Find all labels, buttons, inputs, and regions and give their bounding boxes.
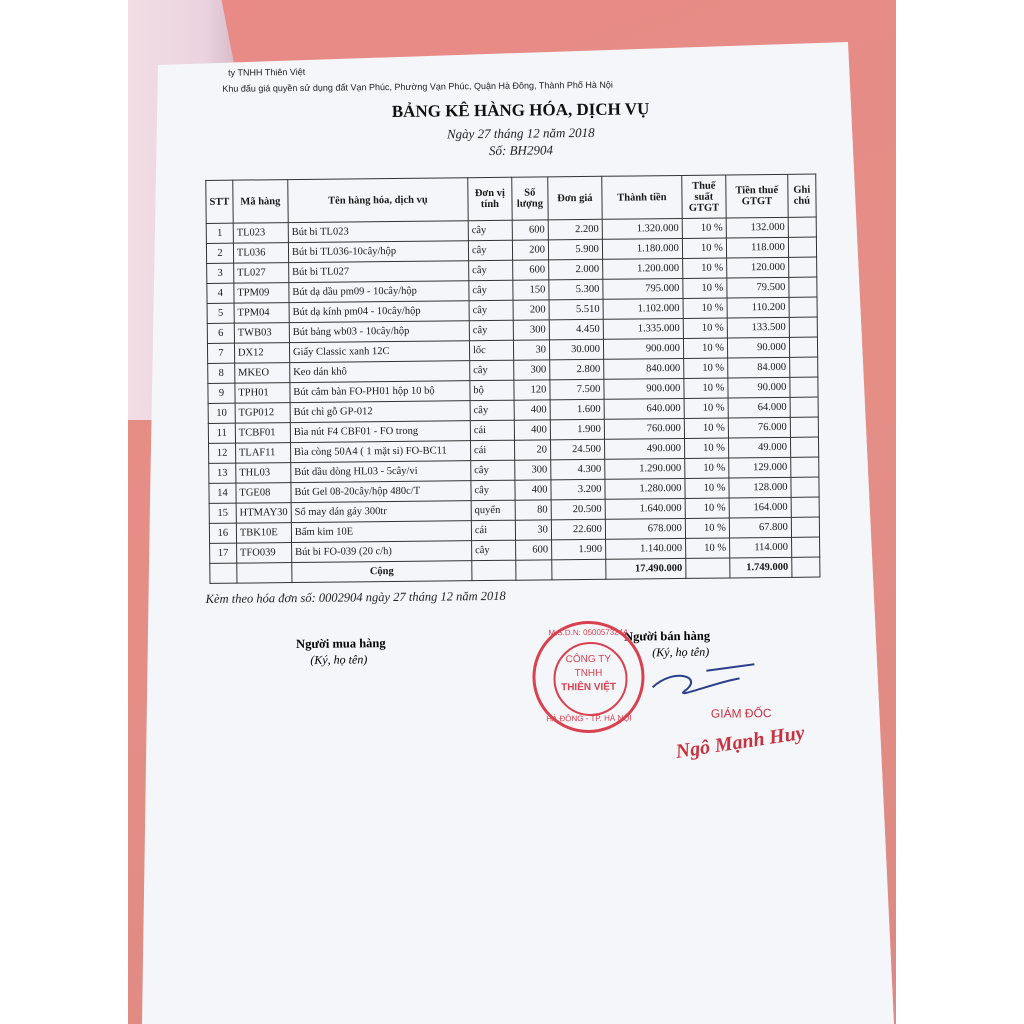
tax-rate-cell: 10 % [684, 378, 728, 398]
code-cell: TBK10E [236, 523, 291, 544]
code-cell: TL036 [233, 243, 288, 264]
tax-rate-cell: 10 % [685, 538, 729, 558]
name-cell: Bút bi TL023 [288, 221, 468, 243]
price-cell: 5.900 [548, 239, 602, 260]
tax-cell: 76.000 [728, 417, 790, 438]
price-cell: 4.450 [549, 319, 603, 340]
name-cell: Bút bi TL027 [289, 261, 469, 283]
note-cell [790, 357, 818, 377]
buyer-sign-hint: (Ký, họ tên) [310, 652, 368, 667]
stt-cell: 15 [209, 503, 236, 523]
tax-rate-cell: 10 % [685, 478, 729, 498]
stt-cell: 3 [207, 263, 234, 283]
tax-cell: 120.000 [727, 257, 789, 278]
price-cell: 20.500 [551, 499, 605, 520]
unit-cell: cái [470, 440, 514, 460]
note-cell [789, 297, 817, 317]
note-cell [790, 437, 818, 457]
stamp-ring-top: M.S.D.N: 0500573244 [548, 627, 628, 638]
header-cell: Thuế suất GTGT [682, 175, 726, 218]
code-cell: TL023 [233, 223, 288, 244]
stamp-line-3: THIÊN VIỆT [561, 681, 617, 694]
code-cell: TCBF01 [235, 423, 290, 444]
document-number: Số: BH2904 [488, 142, 553, 158]
stt-cell: 12 [209, 443, 236, 463]
tax-rate-cell: 10 % [683, 258, 727, 278]
price-cell: 3.200 [551, 479, 605, 500]
stt-cell: 9 [208, 383, 235, 403]
header-cell: STT [206, 180, 233, 223]
tax-cell: 64.000 [728, 397, 790, 418]
amount-cell: 1.640.000 [605, 498, 685, 519]
amount-cell: 1.335.000 [603, 318, 683, 339]
qty-cell: 200 [512, 240, 548, 260]
name-cell: Bút bảng wb03 - 10cây/hộp [289, 321, 469, 343]
note-cell [788, 237, 816, 257]
amount-cell: 640.000 [604, 398, 684, 419]
header-cell: Mã hàng [233, 180, 288, 224]
note-cell [790, 417, 818, 437]
amount-cell: 1.200.000 [603, 258, 683, 279]
code-cell: TGP012 [235, 403, 290, 424]
amount-cell: 760.000 [604, 418, 684, 439]
tax-rate-cell: 10 % [683, 298, 727, 318]
header-cell: Ghi chú [788, 174, 816, 217]
code-cell: TFO039 [236, 543, 291, 564]
name-cell: Bút cắm bàn FO-PH01 hộp 10 bộ [290, 381, 470, 403]
name-cell: Bìa còng 50A4 ( 1 mặt si) FO-BC11 [290, 441, 470, 463]
code-cell: TWB03 [234, 323, 289, 344]
note-cell [788, 217, 816, 237]
header-cell: Tên hàng hóa, dịch vụ [288, 178, 468, 223]
tax-cell: 133.500 [727, 317, 789, 338]
qty-cell: 20 [514, 440, 550, 460]
unit-cell: cây [471, 460, 515, 480]
table-header-row [206, 174, 816, 223]
name-cell: Bút Gel 08-20cây/hộp 480c/T [291, 481, 471, 503]
company-stamp [532, 620, 645, 733]
table-body [206, 217, 819, 563]
qty-cell: 300 [513, 320, 549, 340]
header-cell: Đơn vị tính [468, 177, 512, 220]
header-cell: Tiền thuế GTGT [726, 174, 788, 218]
tax-rate-cell: 10 % [683, 278, 727, 298]
company-address: Khu đấu giá quyền sử dụng đất Vạn Phúc, Phường Vạn Phúc, Quận Hà Đông, Thành Phố Hà Nội [222, 79, 613, 94]
unit-cell: lốc [469, 340, 513, 360]
note-cell [791, 517, 819, 537]
name-cell: Bút bi FO-039 (20 c/h) [291, 541, 471, 563]
note-cell [790, 377, 818, 397]
code-cell: DX12 [234, 343, 289, 364]
qty-cell: 30 [515, 520, 551, 540]
signature-scribble [644, 656, 765, 707]
unit-cell: cây [469, 320, 513, 340]
tax-rate-cell: 10 % [684, 438, 728, 458]
code-cell: MKEO [235, 363, 290, 384]
company-name: ty TNHH Thiên Việt [228, 66, 306, 78]
document-title: BẢNG KÊ HÀNG HÓA, DỊCH VỤ [391, 99, 650, 121]
tax-rate-cell: 10 % [685, 458, 729, 478]
header-cell: Thành tiền [602, 175, 682, 219]
total-amount: 17.490.000 [606, 558, 686, 579]
price-cell: 1.900 [550, 419, 604, 440]
director-signature-name: Ngô Mạnh Huy [674, 721, 807, 763]
name-cell: Bút dạ dầu pm09 - 10cây/hộp [289, 281, 469, 303]
tax-rate-cell: 10 % [684, 358, 728, 378]
amount-cell: 1.140.000 [605, 538, 685, 559]
note-cell [789, 317, 817, 337]
qty-cell: 600 [512, 220, 548, 240]
unit-cell: cây [468, 220, 512, 240]
stamp-line-1: CÔNG TY [565, 653, 612, 666]
price-cell: 1.600 [550, 399, 604, 420]
amount-cell: 1.280.000 [605, 478, 685, 499]
tax-cell: 132.000 [726, 217, 788, 238]
total-cell [552, 559, 606, 580]
unit-cell: cây [470, 400, 514, 420]
header-cell: Đơn giá [548, 176, 602, 220]
code-cell: TPM04 [234, 303, 289, 324]
qty-cell: 30 [513, 340, 549, 360]
unit-cell: quyển [471, 500, 515, 520]
unit-cell: cây [469, 260, 513, 280]
total-cell [686, 558, 730, 578]
stt-cell: 16 [209, 523, 236, 543]
tax-rate-cell: 10 % [682, 238, 726, 258]
header-cell: Số lượng [512, 177, 548, 220]
qty-cell: 80 [515, 500, 551, 520]
note-cell [789, 277, 817, 297]
total-tax: 1.749.000 [730, 557, 792, 578]
code-cell: TPM09 [234, 283, 289, 304]
tax-cell: 128.000 [729, 477, 791, 498]
total-cell [237, 563, 292, 584]
code-cell: TPH01 [235, 383, 290, 404]
note-cell [791, 497, 819, 517]
amount-cell: 1.102.000 [603, 298, 683, 319]
unit-cell: cây [469, 280, 513, 300]
price-cell: 30.000 [549, 339, 603, 360]
note-cell [791, 537, 819, 557]
stt-cell: 13 [209, 463, 236, 483]
code-cell: HTMAY30 [236, 503, 291, 524]
tax-cell: 114.000 [729, 537, 791, 558]
qty-cell: 300 [514, 360, 550, 380]
stt-cell: 5 [207, 303, 234, 323]
unit-cell: cái [470, 420, 514, 440]
price-cell: 4.300 [551, 459, 605, 480]
unit-cell: cây [471, 540, 515, 560]
total-cell [792, 557, 820, 577]
note-cell [789, 337, 817, 357]
note-cell [789, 257, 817, 277]
qty-cell: 400 [515, 480, 551, 500]
note-cell [790, 397, 818, 417]
unit-cell: cây [469, 300, 513, 320]
buyer-title: Người mua hàng [296, 636, 386, 652]
code-cell: TL027 [233, 263, 288, 284]
qty-cell: 400 [514, 420, 550, 440]
price-cell: 2.800 [550, 359, 604, 380]
tax-cell: 67.800 [729, 517, 791, 538]
tax-cell: 90.000 [727, 337, 789, 358]
price-cell: 7.500 [550, 379, 604, 400]
total-cell [516, 560, 552, 580]
name-cell: Giấy Classic xanh 12C [289, 341, 469, 363]
tax-cell: 90.000 [728, 377, 790, 398]
tax-cell: 110.200 [727, 297, 789, 318]
stt-cell: 8 [208, 363, 235, 383]
note-cell [791, 457, 819, 477]
stt-cell: 17 [210, 543, 237, 563]
stt-cell: 1 [206, 223, 233, 243]
tax-cell: 84.000 [728, 357, 790, 378]
qty-cell: 300 [515, 460, 551, 480]
tax-cell: 129.000 [729, 457, 791, 478]
items-table [205, 174, 820, 584]
unit-cell: bộ [470, 380, 514, 400]
tax-rate-cell: 10 % [685, 498, 729, 518]
stt-cell: 2 [206, 243, 233, 263]
amount-cell: 795.000 [603, 278, 683, 299]
price-cell: 2.000 [549, 259, 603, 280]
stt-cell: 4 [207, 283, 234, 303]
stt-cell: 6 [207, 323, 234, 343]
qty-cell: 150 [513, 280, 549, 300]
code-cell: THL03 [236, 463, 291, 484]
qty-cell: 600 [513, 260, 549, 280]
total-cell [210, 563, 237, 583]
name-cell: Bút bi TL036-10cây/hộp [288, 241, 468, 263]
amount-cell: 1.180.000 [602, 238, 682, 259]
tax-cell: 49.000 [728, 437, 790, 458]
tax-rate-cell: 10 % [683, 338, 727, 358]
amount-cell: 490.000 [604, 438, 684, 459]
stt-cell: 10 [208, 403, 235, 423]
price-cell: 22.600 [551, 519, 605, 540]
price-cell: 1.900 [551, 539, 605, 560]
code-cell: TGE08 [236, 483, 291, 504]
director-title: GIÁM ĐỐC [710, 706, 772, 721]
code-cell: TLAF11 [235, 443, 290, 464]
name-cell: Bút chì gỗ GP-012 [290, 401, 470, 423]
tax-cell: 164.000 [729, 497, 791, 518]
qty-cell: 600 [515, 540, 551, 560]
note-cell [791, 477, 819, 497]
tax-cell: 79.500 [727, 277, 789, 298]
stt-cell: 7 [207, 343, 234, 363]
price-cell: 24.500 [550, 439, 604, 460]
unit-cell: cây [471, 480, 515, 500]
qty-cell: 400 [514, 400, 550, 420]
seller-title: Người bán hàng [623, 628, 711, 644]
unit-cell: cây [468, 240, 512, 260]
tax-rate-cell: 10 % [683, 318, 727, 338]
unit-cell: cái [471, 520, 515, 540]
attached-invoice-note: Kèm theo hóa đơn số: 0002904 ngày 27 tháng 12 năm 2018 [205, 588, 506, 606]
document-date: Ngày 27 tháng 12 năm 2018 [446, 124, 595, 142]
name-cell: Bút dạ kính pm04 - 10cây/hộp [289, 301, 469, 323]
qty-cell: 200 [513, 300, 549, 320]
stamp-line-2: TNHH [574, 667, 603, 680]
price-cell: 5.510 [549, 299, 603, 320]
price-cell: 5.300 [549, 279, 603, 300]
seller-sign-hint: (Ký, họ tên) [652, 644, 710, 660]
qty-cell: 120 [514, 380, 550, 400]
name-cell: Bấm kim 10E [291, 521, 471, 543]
amount-cell: 1.320.000 [602, 218, 682, 239]
amount-cell: 900.000 [604, 378, 684, 399]
amount-cell: 1.290.000 [605, 458, 685, 479]
amount-cell: 900.000 [603, 338, 683, 359]
unit-cell: cây [470, 360, 514, 380]
stt-cell: 14 [209, 483, 236, 503]
stamp-ring-bottom: HÀ ĐÔNG - TP. HÀ NỘI [546, 713, 632, 724]
tax-rate-cell: 10 % [684, 418, 728, 438]
price-cell: 2.200 [548, 219, 602, 240]
stt-cell: 11 [208, 423, 235, 443]
tax-rate-cell: 10 % [685, 518, 729, 538]
total-cell [472, 560, 516, 580]
amount-cell: 840.000 [604, 358, 684, 379]
tax-rate-cell: 10 % [684, 398, 728, 418]
total-label: Cộng [292, 561, 472, 583]
tax-rate-cell: 10 % [682, 218, 726, 238]
name-cell: Bìa nút F4 CBF01 - FO trong [290, 421, 470, 443]
name-cell: Keo dán khô [290, 361, 470, 383]
name-cell: Sổ may dán gáy 300tr [291, 501, 471, 523]
name-cell: Bút dầu dòng HL03 - 5cây/vi [291, 461, 471, 483]
tax-cell: 118.000 [726, 237, 788, 258]
amount-cell: 678.000 [605, 518, 685, 539]
